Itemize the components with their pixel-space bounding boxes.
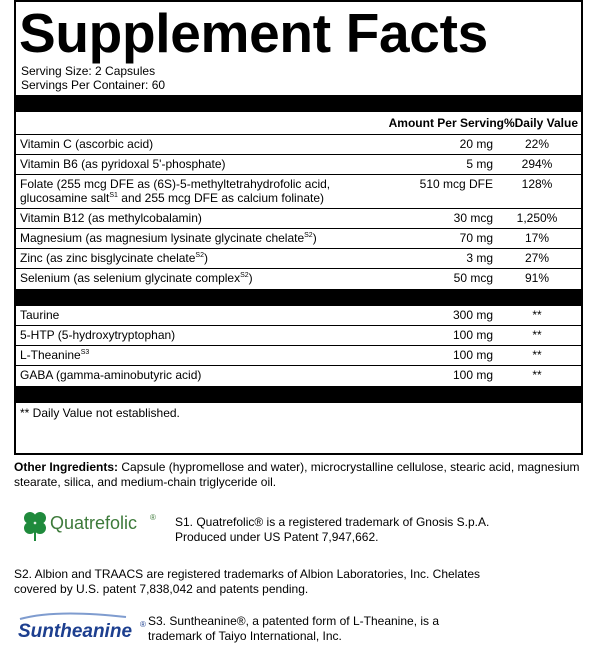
other-ingredients-text: Capsule (hypromellose and water), microcrystalline cellulose, stearic acid, magnesium stearate, silica, and medium-chain triglyceride oil. — [14, 460, 580, 489]
nutrient-amount: 510 mcg DFE — [419, 177, 493, 191]
ingredient-dv: ** — [532, 308, 542, 322]
nutrient-name-end: ) — [248, 271, 253, 285]
folate-line1: Folate (255 mcg DFE as (6S)-5-methyltetrahydrofolic acid, — [20, 177, 331, 191]
nutrient-name — [20, 251, 410, 265]
nutrient-dv: 22% — [524, 137, 550, 151]
nutrient-dv: 294% — [521, 157, 553, 171]
ingredient-amount: 100 mg — [452, 368, 493, 382]
quatrefolic-note — [175, 515, 595, 545]
quatrefolic-logo-text: Quatrefolic — [50, 513, 138, 533]
nutrient-name-end: ) — [203, 251, 208, 265]
nutrient-name-end: ) — [312, 231, 317, 245]
ingredient-dv: ** — [532, 368, 542, 382]
folate-line2b: and 255 mcg DFE as calcium folinate) — [117, 191, 325, 205]
nutrient-dv: 128% — [521, 177, 553, 191]
suntheanine-note-line2: trademark of Taiyo International, Inc. — [148, 629, 342, 643]
quatrefolic-note-line2: Produced under US Patent 7,947,662. — [175, 530, 379, 544]
nutrient-row — [16, 135, 581, 155]
thick-divider — [16, 386, 581, 403]
clover-icon — [24, 512, 46, 541]
column-header — [16, 112, 581, 135]
ingredient-name: Taurine — [20, 308, 60, 322]
nutrient-amount: 20 mg — [459, 137, 493, 151]
nutrient-name — [20, 231, 410, 245]
albion-note-line2: covered by U.S. patent 7,838,042 and patents pending. — [14, 582, 309, 596]
panel-title: Supplement Facts — [19, 2, 488, 64]
nutrient-dv: 1,250% — [516, 211, 558, 225]
albion-note-line1: S2. Albion and TRAACS are registered trademarks of Albion Laboratories, Inc. Chelates — [14, 567, 481, 581]
nutrient-name-text: Zinc (as zinc bisglycinate chelate — [20, 251, 196, 265]
quatrefolic-note-line1: S1. Quatrefolic® is a registered trademark of Gnosis S.p.A. — [175, 515, 490, 529]
amount-header: Amount Per Serving — [388, 116, 504, 130]
daily-value-note: ** Daily Value not established. — [20, 406, 180, 420]
ingredient-row — [16, 326, 581, 346]
nutrient-row — [16, 229, 581, 249]
footnote-marker: S3 — [80, 349, 90, 356]
nutrient-dv: 27% — [524, 251, 550, 265]
nutrient-dv: 17% — [524, 231, 550, 245]
ingredient-amount: 300 mg — [452, 308, 493, 322]
nutrient-amount: 30 mcg — [453, 211, 493, 225]
ingredient-name: 5-HTP (5-hydroxytryptophan) — [20, 328, 176, 342]
registered-mark: ® — [140, 620, 146, 629]
suntheanine-logo — [16, 611, 148, 645]
nutrient-row — [16, 175, 581, 209]
swoosh-icon — [20, 613, 126, 619]
ingredient-row — [16, 306, 581, 326]
nutrient-dv: 91% — [524, 271, 550, 285]
footnote-marker: S2 — [240, 272, 249, 279]
ingredient-dv: ** — [532, 328, 542, 342]
registered-mark: ® — [150, 513, 156, 522]
nutrient-row — [16, 155, 581, 175]
quatrefolic-logo — [16, 505, 166, 545]
nutrient-amount: 3 mg — [466, 251, 493, 265]
other-ingredients — [14, 460, 589, 490]
nutrient-amount: 50 mcg — [453, 271, 493, 285]
nutrient-name — [20, 177, 410, 205]
nutrient-row — [16, 269, 581, 289]
nutrient-name: Vitamin B6 (as pyridoxal 5'-phosphate) — [20, 157, 226, 171]
nutrient-amount: 70 mg — [459, 231, 493, 245]
ingredient-name: GABA (gamma-aminobutyric acid) — [20, 368, 202, 382]
nutrient-name — [20, 271, 410, 285]
suntheanine-note-line1: S3. Suntheanine®, a patented form of L-Theanine, is a — [148, 614, 440, 628]
nutrient-name-text: Selenium (as selenium glycinate complex — [20, 271, 241, 285]
ingredient-row — [16, 346, 581, 366]
nutrient-name: Vitamin C (ascorbic acid) — [20, 137, 154, 151]
serving-size: Serving Size: 2 Capsules — [21, 64, 156, 78]
suntheanine-logo-text: Suntheanine — [18, 621, 133, 642]
suntheanine-note — [148, 614, 588, 644]
footnote-marker: S2 — [304, 232, 313, 239]
ingredient-amount: 100 mg — [452, 328, 493, 342]
nutrient-amount: 5 mg — [466, 157, 493, 171]
supplement-facts-panel — [14, 0, 583, 455]
nutrient-row — [16, 249, 581, 269]
nutrient-name-text: Magnesium (as magnesium lysinate glycinate chelate — [20, 231, 305, 245]
other-ingredients-label: Other Ingredients: — [14, 460, 119, 474]
ingredient-dv: ** — [532, 348, 542, 362]
servings-per-container: Servings Per Container: 60 — [21, 78, 166, 92]
albion-note — [14, 567, 589, 597]
ingredient-name-text: L-Theanine — [20, 348, 81, 362]
nutrient-row — [16, 209, 581, 229]
footnote-marker: S2 — [195, 252, 204, 259]
nutrient-name: Vitamin B12 (as methylcobalamin) — [20, 211, 202, 225]
folate-line2a: glucosamine salt — [20, 191, 110, 205]
footnote-marker: S1 — [109, 192, 118, 199]
ingredient-name — [20, 348, 410, 362]
thick-divider — [16, 289, 581, 306]
ingredient-amount: 100 mg — [452, 348, 493, 362]
thick-divider — [16, 95, 581, 112]
ingredient-row — [16, 366, 581, 386]
daily-value-header: %Daily Value — [503, 116, 578, 130]
